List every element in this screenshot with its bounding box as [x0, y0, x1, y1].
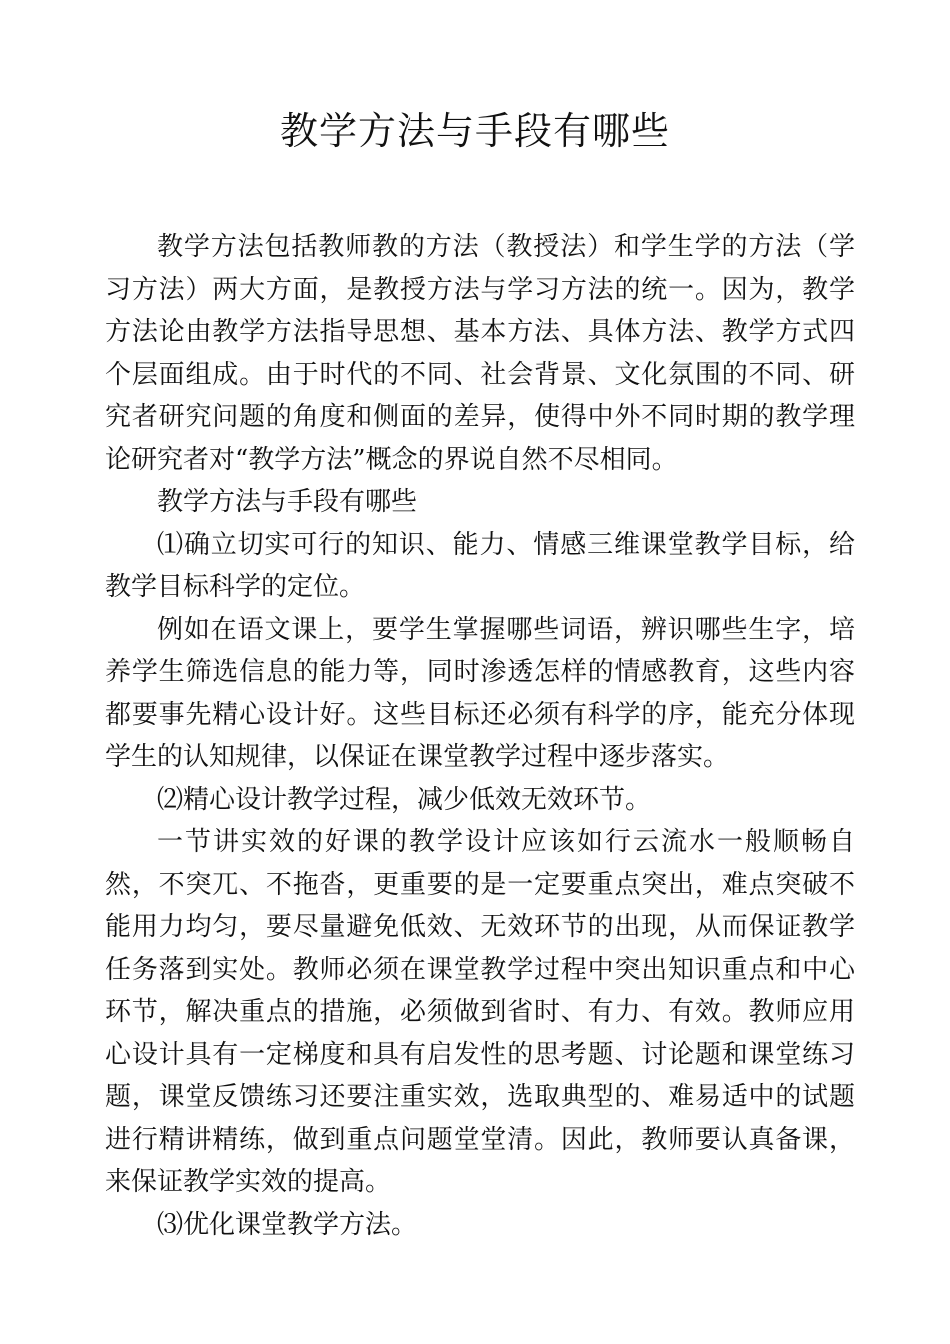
- paragraph-example: 例如在语文课上，要学生掌握哪些词语，辨识哪些生字，培养学生筛选信息的能力等，同时渗透怎样的情感教育，这些内容都要事先精心设计好。这些目标还必须有科学的序，能充分体现学生的认知规律，以保证在课堂教学过程中逐步落实。: [105, 614, 855, 772]
- paragraph-subheading: 教学方法与手段有哪些: [157, 487, 418, 517]
- document-body: [105, 226, 855, 1246]
- document-title: 教学方法与手段有哪些: [279, 109, 670, 153]
- paragraph-design-details: 一节讲实效的好课的教学设计应该如行云流水一般顺畅自然，不突兀、不拖沓，更重要的是一定要重点突出，难点突破不能用力均匀，要尽量避免低效、无效环节的出现，从而保证教学任务落到实处。教师必须在课堂教学过程中突出知识重点和中心环节，解决重点的措施，必须做到省时、有力、有效。教师应用心设计具有一定梯度和具有启发性的思考题、讨论题和课堂练习题，课堂反馈练习还要注重实效，选取典型的、难易适中的试题进行精讲精练，做到重点问题堂堂清。因此，教师要认真备课，来保证教学实效的提高。: [105, 827, 855, 1197]
- paragraph-point-1: ⑴确立切实可行的知识、能力、情感三维课堂教学目标，给教学目标科学的定位。: [105, 529, 855, 602]
- paragraph-intro: 教学方法包括教师教的方法（教授法）和学生学的方法（学习方法）两大方面，是教授方法与学习方法的统一。因为，教学方法论由教学方法指导思想、基本方法、具体方法、教学方式四个层面组成。由于时代的不同、社会背景、文化氛围的不同、研究者研究问题的角度和侧面的差异，使得中外不同时期的教学理论研究者对“教学方法”概念的界说自然不尽相同。: [105, 232, 855, 475]
- paragraph-point-2: ⑵精心设计教学过程，减少低效无效环节。: [157, 784, 652, 815]
- paragraph-point-3: ⑶优化课堂教学方法。: [157, 1209, 418, 1240]
